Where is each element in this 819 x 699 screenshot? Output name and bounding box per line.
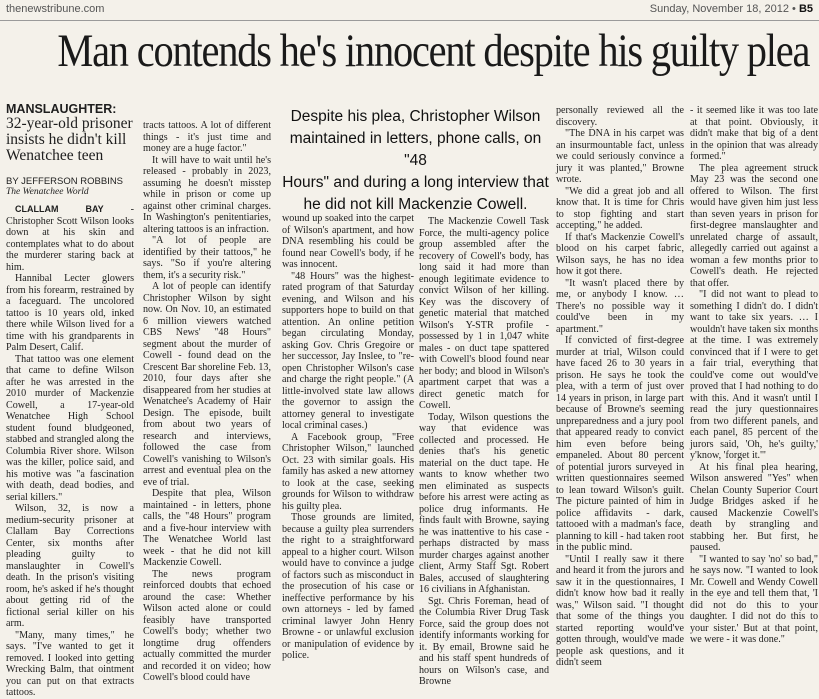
paragraph: Today, Wilson questions the way that evidence was collected and processed. He denies that's his genetic material on the duct tape. He wants to know whether two men eliminated as suspects before his arrest were acting as police drug informants. He finds fault with Browne, saying he was inattentive to his case - perhaps distracted by mass murder charges against another client, Army Staff Sgt. Robert Bales, accused of slaughtering 16 civilians in Afghanistan. bbox=[419, 411, 549, 595]
deck: 32-year-old prisoner insists he didn't kill Wenatchee teen bbox=[6, 115, 133, 164]
dateline: CLALLAM BAY bbox=[15, 204, 104, 214]
pull-quote-line: maintained in letters, phone calls, on "48 bbox=[289, 130, 542, 169]
paragraph: wound up soaked into the carpet of Wilson's apartment, and how DNA resembling his could be found near Cowell's body, if he was innocent. bbox=[282, 213, 414, 270]
pull-quote-line: he did not kill Mackenzie Cowell. bbox=[303, 196, 528, 213]
paragraph: If convicted of first-degree murder at trial, Wilson could have faced 26 to 30 years in prison. He says he took the plea, with a term of just over 14 years in prison, in large part because of Browne's seeming unpreparedness and a jury pool that appeared ready to convict him even before being empaneled. About 80 percent of potential jurors surveyed in written questionnaires seemed to lean toward Wilson's guilt. The picture painted of him in police affidavits - dark, tattooed with a madman's face, planning to kill - had taken root in the public mind. bbox=[556, 335, 684, 553]
paragraph: The Mackenzie Cowell Task Force, the multi-agency police group assembled after the recovery of Cowell's body, has long said it had more than enough legitimate evidence to convict Wilson of her killing. Key was the discovery of genetic material that matched Wilson's Y-STR profile - possessed by 1 in 1,047 white males - on duct tape spattered with Cowell's blood found near her body; and blood in Wilson's apartment carpet that was a direct genetic match for Cowell. bbox=[419, 216, 549, 411]
paragraph: "Many, many times," he says. "I've wanted to get it removed. I looked into getting Wrecking Balm, that ointment you can put on that extracts tattoos. bbox=[6, 629, 134, 698]
date-text: Sunday, November 18, 2012 bbox=[649, 3, 789, 15]
paragraph: "Until I really saw it there and heard it from the jurors and saw it in the questionnaires, I didn't know how bad it really was," Wilson said. "I thought that some of the things you started reporting would've gotten through, would've made people ask questions, and it didn't seem bbox=[556, 553, 684, 668]
page-date: Sunday, November 18, 2012 • B5 bbox=[649, 3, 813, 15]
paragraph: The plea agreement struck May 23 was the second one offered to Wilson. The first would have given him just less than seven years in prison for first-degree manslaughter and unrelated charge of assault, allegedly carried out against a woman a few months prior to Cowell's death. He rejected that offer. bbox=[690, 162, 818, 289]
column-1 bbox=[6, 102, 134, 698]
paragraph: Despite that plea, Wilson maintained - in letters, phone calls, the "48 Hours" program and a five-hour interview with The Wenatchee World last week - that he did not kill Mackenzie Cowell. bbox=[143, 488, 271, 568]
column-3 bbox=[282, 213, 414, 672]
pull-quote-line: Hours" and during a long interview that bbox=[282, 174, 549, 191]
byline-paper: The Wenatchee World bbox=[6, 187, 89, 197]
paragraph: The news program reinforced doubts that echoed around the case: Whether Wilson acted alone or could feasibly have transported Cowell's body; whether two longtime drug offenders actually committed the murder and recorded it on video; how Cowell's blood could have bbox=[143, 568, 271, 683]
paragraph: Those grounds are limited, because a guilty plea surrenders the right to a straightforward appeal to a higher court. Wilson would have to convince a judge of factors such as misconduct in the prosecution of his case or ineffective performance by his own attorneys - led by famed criminal lawyer John Henry Browne - or unlawful exclusion or manipulation of evidence by police. bbox=[282, 512, 414, 661]
paragraph: If that's Mackenzie Cowell's blood on his carpet fabric, Wilson says, he has no idea how it got there. bbox=[556, 231, 684, 277]
paragraph: "I wanted to say 'no' so bad," he says now. "I wanted to look Mr. Cowell and Wendy Cowell in the eye and tell them that, 'I did not do this to your daughter. I did not do this to your sister.' But at that point, we were - it was done." bbox=[690, 553, 818, 645]
kicker: MANSLAUGHTER: bbox=[6, 102, 117, 116]
column-6 bbox=[690, 105, 818, 672]
paragraph: Sgt. Chris Foreman, head of the Columbia River Drug Task Force, said the group does not identify informants working for it. By email, Browne said he and his staff spent hundreds of hours on Wilson's case, and Browne bbox=[419, 595, 549, 687]
paragraph bbox=[6, 204, 134, 273]
paragraph: "It wasn't placed there by me, or anybody I know. … There's no possible way it could've been in my apartment." bbox=[556, 277, 684, 335]
paragraph: tracts tattoos. A lot of different things - it's just time and money are a huge factor." bbox=[143, 120, 271, 154]
pull-quote-line: Despite his plea, Christopher Wilson bbox=[290, 108, 541, 125]
paragraph: It will have to wait until he's released - probably in 2023, assuming he doesn't misstep while in prison or come up against other criminal charges. In Washington's penitentiaries, altering tattoos is an infraction. bbox=[143, 154, 271, 235]
paragraph: "We did a great job and all know that. It is time for Chris to stop fighting and start accepting," he added. bbox=[556, 185, 684, 231]
page-header bbox=[0, 0, 819, 21]
page-number: B5 bbox=[798, 3, 813, 15]
paragraph: "The DNA in his carpet was an insurmountable fact, unless we could seriously convince a jury it was planted," Browne wrote. bbox=[556, 128, 684, 185]
paragraph: "A lot of people are identified by their tattoos," he says. "So if you're altering them, it's a security risk." bbox=[143, 235, 271, 281]
paragraph: Hannibal Lecter glowers from his forearm, restrained by a faceguard. The uncolored tattoo is 10 years old, inked there while Wilson lived for a time with his grandparents in Palm Desert, Calif. bbox=[6, 273, 134, 353]
paragraph: A Facebook group, "Free Christopher Wilson," launched Oct. 23 with similar goals. His family has asked a new attorney to look at the case, seeking grounds for Wilson to withdraw his guilty plea. bbox=[282, 431, 414, 512]
paragraph: "I did not want to plead to something I didn't do. I didn't want to take six years. … I wouldn't have taken six months at the time. I was extremely convinced that if I were to get a fair trial, everything that could've come out would've proved that I had nothing to do with this. And it wasn't until I read the jury questionnaires from two different panels, and each panel, 85 percent of the jurors said, 'Oh, he's guilty,' y'know, 'forget it.'" bbox=[690, 289, 818, 461]
paragraph: "48 Hours" was the highest-rated program of that Saturday evening, and Wilson and his supporters hope to build on that attention. An online petition began circulating Monday, asking Gov. Chris Gregoire or her successor, Jay Inslee, to "re-open Christopher Wilson's case and charge the right people." (A little-involved state law allows the governor to assign the attorney general to investigate local criminal cases.) bbox=[282, 270, 414, 431]
paragraph: That tattoo was one element that came to define Wilson after he was arrested in the 2010 murder of Mackenzie Cowell, a 17-year-old Wenatchee High School student found bludgeoned, stabbed and strangled along the Columbia River shore. Wilson was the killer, police said, and his motive was "a fascination with death, dead bodies, and serial killers." bbox=[6, 353, 134, 503]
pull-quote bbox=[282, 106, 549, 213]
byline: BY JEFFERSON ROBBINS bbox=[6, 176, 124, 187]
paragraph: A lot of people can identify Christopher Wilson by sight now. On Nov. 10, an estimated 6 million viewers watched CBS News' "48 Hours" segment about the murder of Cowell - found dead on the Crescent Bar shoreline Feb. 13, 2010, four days after she disappeared from her studies at Wenatchee's Academy of Hair Design. The episode, built from about two years of research and interviews, followed the case from Cowell's vanishing to Wilson's arrest and eventual plea on the eve of trial. bbox=[143, 281, 271, 488]
paragraph: At his final plea hearing, Wilson answered "Yes" when Chelan County Superior Court Judge Bridges asked if he caused Mackenzie Cowell's death by strangling and stabbing her. But first, he paused. bbox=[690, 461, 818, 553]
paragraph: Wilson, 32, is now a medium-security prisoner at Clallam Bay Corrections Center, six months after pleading guilty to manslaughter in Cowell's death. In the prison's visiting room, he's asked if he's thought about getting rid of the fictional serial killer on his arm. bbox=[6, 503, 134, 629]
paragraph: personally reviewed all the discovery. bbox=[556, 105, 684, 128]
site-name: thenewstribune.com bbox=[6, 3, 105, 15]
column-2 bbox=[143, 120, 271, 683]
paragraph: - it seemed like it was too late at that point. Obviously, it didn't make that big of a dent in the opinion that was already formed." bbox=[690, 105, 818, 162]
paragraph-text: - Christopher Scott Wilson looks down at his skin and contemplates what to do about the murderer staring back at him. bbox=[6, 204, 134, 273]
column-5 bbox=[556, 105, 684, 672]
column-4 bbox=[419, 216, 549, 687]
headline: Man contends he's innocent despite his guilty plea bbox=[57, 25, 810, 77]
